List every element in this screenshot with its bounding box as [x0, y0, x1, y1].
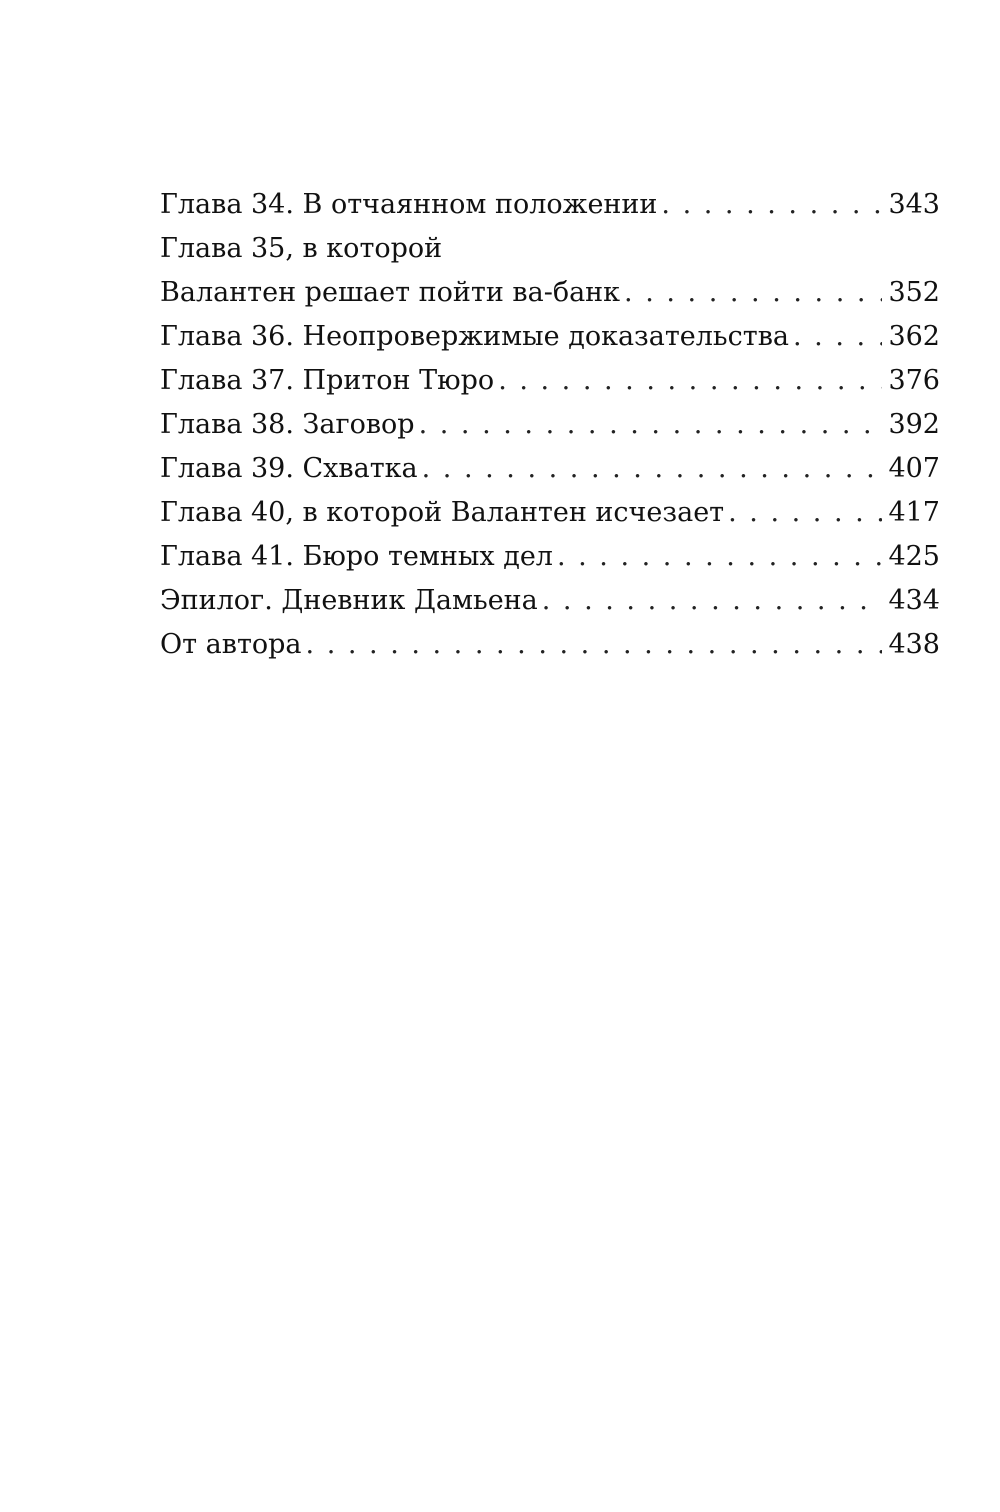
toc-entry-title: Глава 36. Неопровержимые доказательства [160, 321, 789, 352]
toc-leader-dots [661, 183, 882, 227]
toc-entry-page: 407 [888, 453, 940, 484]
toc-entry-chapter-35-line-2 [160, 271, 940, 315]
toc-entry-chapter-34 [160, 183, 940, 227]
toc-entry-title: Глава 38. Заговор [160, 409, 415, 440]
toc-entry-page: 434 [888, 585, 940, 616]
toc-entry-page: 392 [888, 409, 940, 440]
toc-leader-dots [557, 535, 882, 579]
toc-entry-chapter-36 [160, 315, 940, 359]
toc-entry-page: 343 [888, 189, 940, 220]
toc-entry-chapter-40 [160, 491, 940, 535]
toc-leader-dots [419, 403, 883, 447]
toc-entry-epilogue [160, 579, 940, 623]
toc-entry-author-note [160, 623, 940, 667]
toc-entry-title: Эпилог. Дневник Дамьена [160, 585, 538, 616]
toc-leader-dots [422, 447, 883, 491]
toc-leader-dots [728, 491, 882, 535]
toc-leader-dots [542, 579, 883, 623]
toc-leader-dots [306, 623, 883, 667]
toc-entry-page: 438 [888, 629, 940, 660]
toc-entry-page: 376 [888, 365, 940, 396]
toc-entry-title: Глава 41. Бюро темных дел [160, 541, 553, 572]
toc-leader-dots [498, 359, 882, 403]
toc-entry-chapter-35-line-1 [160, 227, 940, 271]
toc-entry-title: Глава 35, в которой [160, 233, 443, 264]
toc-entry-title: Валантен решает пойти ва-банк [160, 277, 621, 308]
toc-entry-title: От автора [160, 629, 302, 660]
toc-entry-chapter-38 [160, 403, 940, 447]
toc-entry-chapter-39 [160, 447, 940, 491]
toc-leader-dots [793, 315, 882, 359]
table-of-contents [160, 183, 940, 667]
toc-leader-dots [624, 271, 882, 315]
toc-entry-page: 352 [888, 277, 940, 308]
toc-entry-title: Глава 40, в которой Валантен исчезает [160, 497, 725, 528]
toc-entry-chapter-37 [160, 359, 940, 403]
toc-entry-page: 362 [888, 321, 940, 352]
toc-entry-title: Глава 39. Схватка [160, 453, 418, 484]
toc-entry-page: 417 [888, 497, 940, 528]
toc-entry-title: Глава 37. Притон Тюро [160, 365, 495, 396]
toc-entry-chapter-41 [160, 535, 940, 579]
toc-entry-page: 425 [888, 541, 940, 572]
toc-entry-title: Глава 34. В отчаянном положении [160, 189, 658, 220]
